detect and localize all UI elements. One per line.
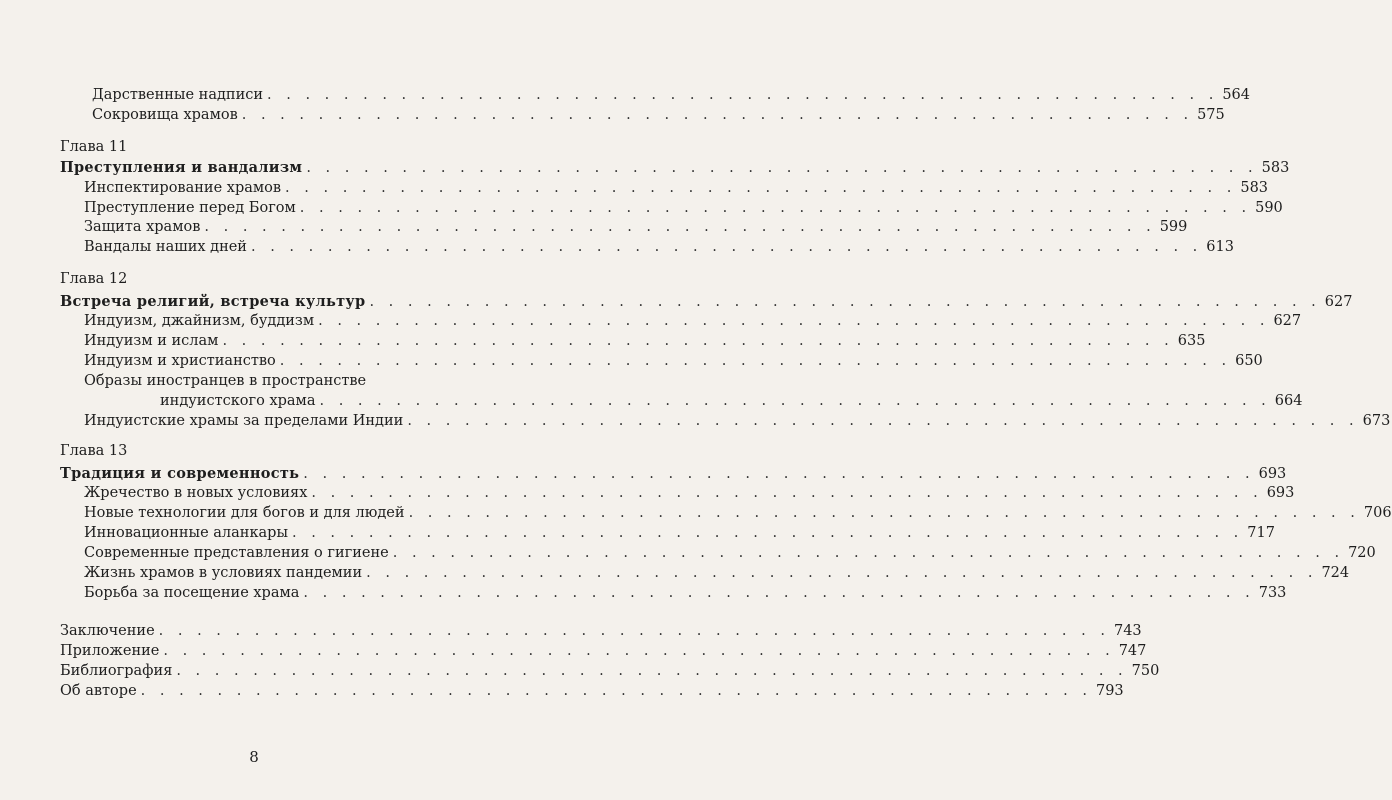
leader-dots: . . . . . . . . . . . . . . . . . . . . . . . . . . . . . . . . . . . . . . . . . . . . . . . . . . [158, 623, 1110, 639]
leader-dots: . . . . . . . . . . . . . . . . . . . . . . . . . . . . . . . . . . . . . . . . . . . . . . . . . . [407, 413, 1359, 429]
chapter-page: 583 [1261, 160, 1290, 176]
toc-entry[interactable] [84, 584, 1287, 603]
toc-entry-title: Сокровища храмов [92, 107, 238, 123]
toc-entry-page: 747 [1118, 643, 1147, 659]
toc-entry-title: Жизнь храмов в условиях пандемии [84, 565, 363, 581]
toc-entry-page: 635 [1177, 333, 1206, 349]
leader-dots: . . . . . . . . . . . . . . . . . . . . . . . . . . . . . . . . . . . . . . . . . . . . . . . . . . [176, 663, 1128, 679]
toc-entry[interactable] [92, 106, 1225, 125]
chapter-title-entry[interactable] [60, 292, 1353, 312]
chapter-title: Традиция и современность [60, 465, 300, 482]
toc-entry[interactable] [84, 238, 1234, 257]
toc-entry-title: Новые технологии для богов и для людей [84, 505, 405, 521]
toc-entry-title: Об авторе [60, 683, 137, 699]
toc-entry[interactable] [92, 86, 1251, 105]
toc-entry-title: Индуистские храмы за пределами Индии [84, 413, 404, 429]
leader-dots: . . . . . . . . . . . . . . . . . . . . . . . . . . . . . . . . . . . . . . . . . . . . . . . . . . [204, 219, 1156, 235]
leader-dots: . . . . . . . . . . . . . . . . . . . . . . . . . . . . . . . . . . . . . . . . . . . . . . . . . . [306, 160, 1258, 176]
toc-entry-page: 599 [1159, 219, 1188, 235]
toc-entry[interactable] [60, 622, 1142, 641]
leader-dots: . . . . . . . . . . . . . . . . . . . . . . . . . . . . . . . . . . . . . . . . . . . . . . . . . . [311, 485, 1263, 501]
toc-entry-page: 664 [1274, 393, 1303, 409]
toc-entry[interactable] [60, 662, 1160, 681]
chapter-title-entry[interactable] [60, 158, 1290, 178]
toc-entry[interactable] [84, 544, 1376, 563]
toc-entry-title: индуистского храма [160, 393, 316, 409]
toc-entry[interactable] [84, 412, 1391, 431]
leader-dots: . . . . . . . . . . . . . . . . . . . . . . . . . . . . . . . . . . . . . . . . . . . . . . . . . . [318, 313, 1270, 329]
toc-entry-title: Инспектирование храмов [84, 180, 282, 196]
toc-entry-title: Приложение [60, 643, 160, 659]
leader-dots: . . . . . . . . . . . . . . . . . . . . . . . . . . . . . . . . . . . . . . . . . . . . . . . . . . [279, 353, 1232, 369]
leader-dots: . . . . . . . . . . . . . . . . . . . . . . . . . . . . . . . . . . . . . . . . . . . . . . . . . . [408, 505, 1360, 521]
leader-dots: . . . . . . . . . . . . . . . . . . . . . . . . . . . . . . . . . . . . . . . . . . . . . . . . . . [319, 393, 1271, 409]
leader-dots: . . . . . . . . . . . . . . . . . . . . . . . . . . . . . . . . . . . . . . . . . . . . . . . . . . [140, 683, 1092, 699]
toc-entry[interactable] [84, 524, 1275, 543]
toc-entry-title: Жречество в новых условиях [84, 485, 308, 501]
toc-entry[interactable] [84, 199, 1283, 218]
chapter-title-entry[interactable] [60, 464, 1287, 484]
toc-entry[interactable] [84, 352, 1263, 371]
toc-entry-title: Индуизм и христианство [84, 353, 276, 369]
leader-dots: . . . . . . . . . . . . . . . . . . . . . . . . . . . . . . . . . . . . . . . . . . . . . . . . . . [163, 643, 1115, 659]
toc-entry[interactable] [84, 312, 1302, 331]
toc-entry[interactable] [84, 218, 1188, 237]
chapter-title: Встреча религий, встреча культур [60, 293, 366, 310]
leader-dots: . . . . . . . . . . . . . . . . . . . . . . . . . . . . . . . . . . . . . . . . . . . . . . . . . . [241, 107, 1194, 123]
toc-entry-page: 693 [1266, 485, 1295, 501]
toc-entry[interactable] [84, 332, 1206, 351]
toc-entry[interactable] [160, 392, 1303, 411]
toc-entry-title: Борьба за посещение храма [84, 585, 300, 601]
leader-dots: . . . . . . . . . . . . . . . . . . . . . . . . . . . . . . . . . . . . . . . . . . . . . . . . . . [369, 294, 1321, 310]
leader-dots: . . . . . . . . . . . . . . . . . . . . . . . . . . . . . . . . . . . . . . . . . . . . . . . . . . [303, 585, 1255, 601]
leader-dots: . . . . . . . . . . . . . . . . . . . . . . . . . . . . . . . . . . . . . . . . . . . . . . . . . . [285, 180, 1237, 196]
toc-entry-title: Защита храмов [84, 219, 201, 235]
chapter-title: Преступления и вандализм [60, 159, 303, 176]
leader-dots: . . . . . . . . . . . . . . . . . . . . . . . . . . . . . . . . . . . . . . . . . . . . . . . . . . [267, 87, 1219, 103]
toc-entry-page: 627 [1273, 313, 1302, 329]
leader-dots: . . . . . . . . . . . . . . . . . . . . . . . . . . . . . . . . . . . . . . . . . . . . . . . . . . [366, 565, 1318, 581]
toc-entry-title: Вандалы наших дней [84, 239, 247, 255]
toc-entry[interactable] [84, 504, 1392, 523]
leader-dots: . . . . . . . . . . . . . . . . . . . . . . . . . . . . . . . . . . . . . . . . . . . . . . . . . . [392, 545, 1345, 561]
toc-entry[interactable] [84, 179, 1269, 198]
toc-entry-page: 613 [1206, 239, 1234, 255]
toc-entry[interactable] [60, 642, 1147, 661]
toc-entry-page: 717 [1247, 525, 1275, 541]
toc-entry-page: 706 [1363, 505, 1392, 521]
toc-entry-page: 564 [1222, 87, 1251, 103]
toc-entry-page: 673 [1362, 413, 1391, 429]
chapter-page: 693 [1258, 466, 1287, 482]
chapter-label: Глава 13 [60, 443, 128, 459]
toc-entry-title: Библиография [60, 663, 173, 679]
leader-dots: . . . . . . . . . . . . . . . . . . . . . . . . . . . . . . . . . . . . . . . . . . . . . . . . . . [299, 200, 1252, 216]
toc-entry-page: 724 [1321, 565, 1350, 581]
toc-entry-title: Инновационные аланкары [84, 525, 288, 541]
toc-entry[interactable] [84, 564, 1350, 583]
toc-entry-page: 743 [1113, 623, 1142, 639]
leader-dots: . . . . . . . . . . . . . . . . . . . . . . . . . . . . . . . . . . . . . . . . . . . . . . . . . . [250, 239, 1203, 255]
toc-entry-title: Индуизм, джайнизм, буддизм [84, 313, 315, 329]
toc-entry-page: 793 [1095, 683, 1124, 699]
toc-entry-page: 650 [1235, 353, 1263, 369]
chapter-label: Глава 11 [60, 139, 128, 155]
toc-entry-title: Индуизм и ислам [84, 333, 219, 349]
toc-entry-title: Преступление перед Богом [84, 200, 296, 216]
chapter-page: 627 [1324, 294, 1353, 310]
toc-entry-title: Заключение [60, 623, 155, 639]
toc-entry-title: Дарственные надписи [92, 87, 264, 103]
toc-entry-title: Современные представления о гигиене [84, 545, 389, 561]
toc-entry-page: 733 [1258, 585, 1287, 601]
leader-dots: . . . . . . . . . . . . . . . . . . . . . . . . . . . . . . . . . . . . . . . . . . . . . . . . . . [222, 333, 1174, 349]
toc-entry[interactable] [84, 484, 1295, 503]
toc-entry-page: 720 [1348, 545, 1376, 561]
leader-dots: . . . . . . . . . . . . . . . . . . . . . . . . . . . . . . . . . . . . . . . . . . . . . . . . . . [303, 466, 1255, 482]
toc-entry-line1[interactable]: Образы иностранцев в пространстве [84, 373, 367, 389]
toc-entry[interactable] [60, 682, 1124, 701]
toc-entry-page: 750 [1131, 663, 1160, 679]
leader-dots: . . . . . . . . . . . . . . . . . . . . . . . . . . . . . . . . . . . . . . . . . . . . . . . . . . [291, 525, 1244, 541]
toc-entry-page: 575 [1197, 107, 1225, 123]
toc-entry-page: 590 [1255, 200, 1283, 216]
toc-entry-page: 583 [1240, 180, 1269, 196]
page-number: 8 [249, 748, 259, 766]
chapter-label: Глава 12 [60, 271, 128, 287]
